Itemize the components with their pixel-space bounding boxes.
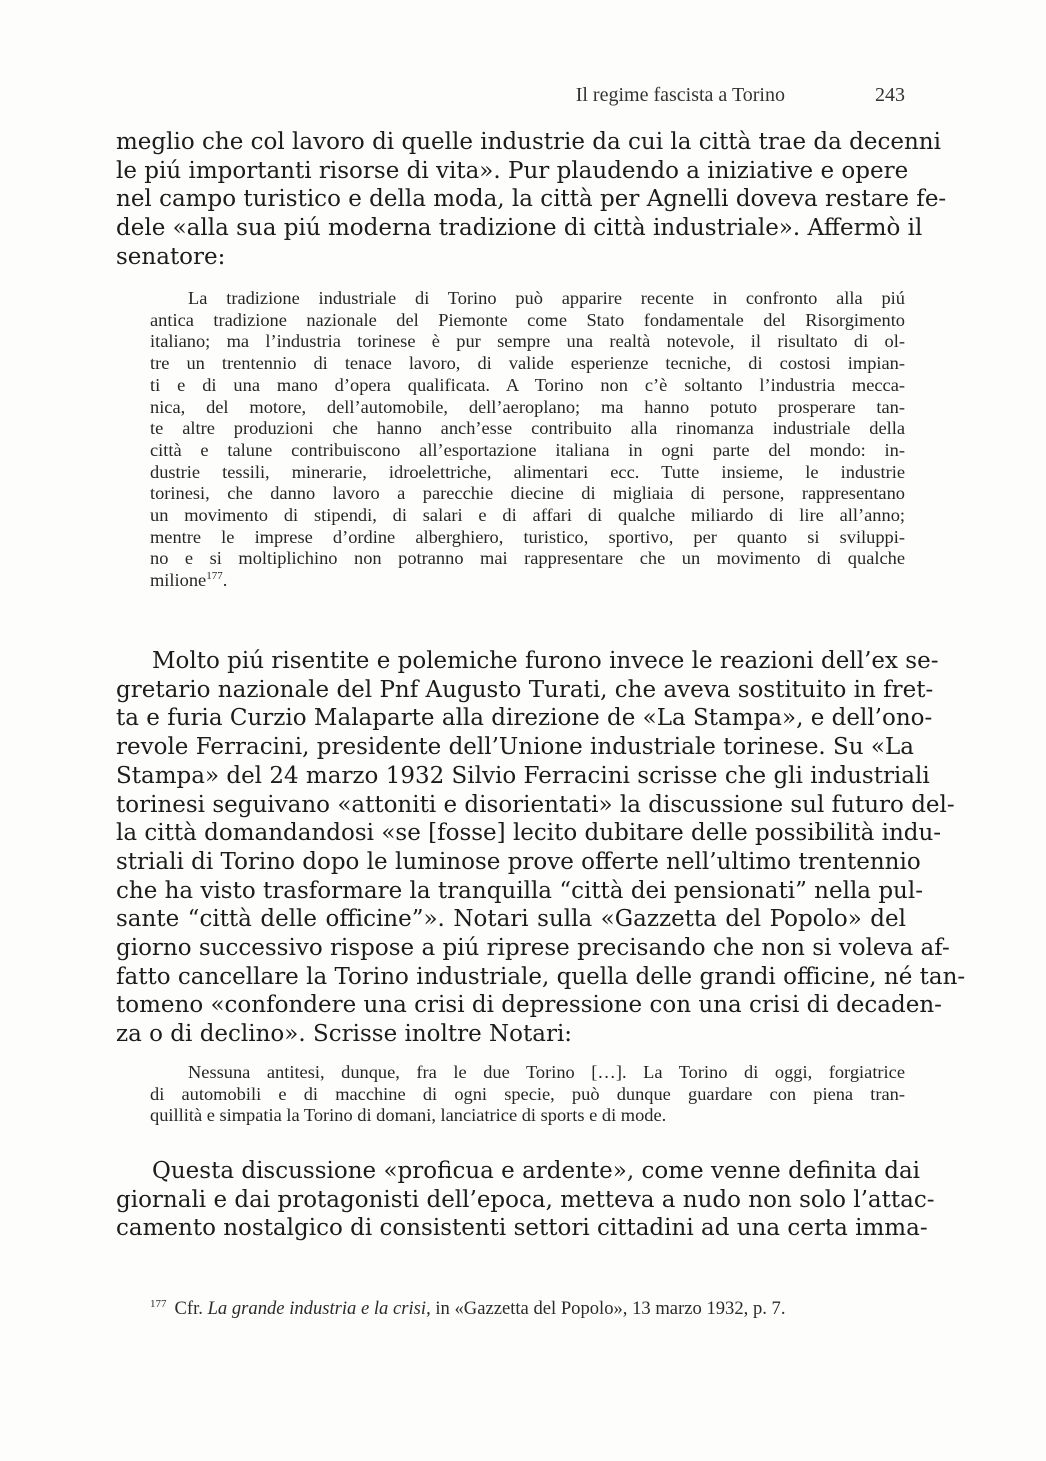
text-line: nel campo turistico e della moda, la città per Agnelli doveva restare fe- xyxy=(116,186,947,213)
text-line-content: Questa discussione «proficua e ardente», come venne definita dai xyxy=(152,1158,921,1184)
block-quote-2 xyxy=(150,1062,905,1127)
text-line: sante “città delle officine”». Notari sulla «Gazzetta del Popolo» del xyxy=(116,906,906,933)
text-line: camento nostalgico di consistenti settori cittadini ad una certa imma- xyxy=(116,1215,928,1242)
quote-line: un movimento di stipendi, di salari e di affari di qualche miliardo di lire all’anno; xyxy=(150,505,905,526)
quote-line: antica tradizione nazionale del Piemonte come Stato fondamentale del Risorgimento xyxy=(150,309,905,330)
text-line xyxy=(116,1157,921,1186)
quote-word: milione xyxy=(150,570,207,591)
quote-line: ti e di una mano d’opera qualificata. A Torino non c’è soltanto l’industria mecca- xyxy=(150,374,905,395)
text-line: revole Ferracini, presidente dell’Unione industriale torinese. Su «La xyxy=(116,734,914,761)
footnote-number: 177 xyxy=(150,1298,167,1310)
running-header xyxy=(0,84,905,107)
paragraph-1 xyxy=(116,128,947,272)
footnote-reference: 177 xyxy=(206,570,223,583)
quote-line: tre un trentennio di tenace lavoro, di valide esperienze tecniche, di costosi impian- xyxy=(150,353,905,374)
text-line: la città domandandosi «se [fosse] lecito dubitare delle possibilità indu- xyxy=(116,820,942,847)
quote-line: nica, del motore, dell’automobile, dell’aeroplano; ma hanno potuto prosperare tan- xyxy=(150,396,905,417)
text-line: striali di Torino dopo le luminose prove offerte nell’ultimo trentennio xyxy=(116,848,921,875)
paragraph-3 xyxy=(116,1157,935,1243)
footnote xyxy=(150,1298,910,1320)
text-line: torinesi seguivano «attoniti e disorientati» la discussione sul futuro del- xyxy=(116,791,955,818)
text-line: Stampa» del 24 marzo 1932 Silvio Ferracini scrisse che gli industriali xyxy=(116,762,930,789)
text-line: che ha visto trasformare la tranquilla “città dei pensionati” nella pul- xyxy=(116,877,923,904)
quote-line: città e talune contribuiscono all’esportazione italiana in ogni parte del mondo: in- xyxy=(150,439,905,460)
footnote-prefix: Cfr. xyxy=(174,1298,203,1320)
quote-line: dustrie tessili, minerarie, idroelettriche, alimentari ecc. Tutte insieme, le industrie xyxy=(150,461,905,482)
footnote-citation: , in «Gazzetta del Popolo», 13 marzo 1932, p. 7. xyxy=(426,1298,786,1320)
page-number: 243 xyxy=(875,84,905,106)
quote-line: mentre le imprese d’ordine alberghiero, turistico, sportivo, per quanto si sviluppi- xyxy=(150,526,905,547)
quote-line: te altre produzioni che hanno anch’esse contribuito alla rinomanza industriale della xyxy=(150,418,905,439)
text-line: za o di declino». Scrisse inoltre Notari: xyxy=(116,1021,573,1048)
quote-line: italiano; ma l’industria torinese è pur sempre una realtà notevole, il risultato di ol- xyxy=(150,331,905,352)
quote-line: no e si moltiplichino non potranno mai rappresentare che un movimento di qualche xyxy=(150,548,905,569)
text-line: giorno successivo rispose a piú riprese precisando che non si voleva af- xyxy=(116,935,950,962)
text-line: ta e furia Curzio Malaparte alla direzione de «La Stampa», e dell’ono- xyxy=(116,705,933,732)
text-line xyxy=(116,647,939,676)
text-line: fatto cancellare la Torino industriale, quella delle grandi officine, né tan- xyxy=(116,963,966,990)
text-line: le piú importanti risorse di vita». Pur plaudendo a iniziative e opere xyxy=(116,157,909,184)
running-title: Il regime fascista a Torino xyxy=(575,84,785,106)
block-quote-1 xyxy=(150,288,905,592)
quote-line: La tradizione industriale di Torino può apparire recente in confronto alla piú xyxy=(188,288,905,308)
quote-line: torinesi, che danno lavoro a parecchie diecine di migliaia di persone, rappresentano xyxy=(150,483,905,504)
text-line-content: Molto piú risentite e polemiche furono invece le reazioni dell’ex se- xyxy=(152,648,939,674)
paragraph-2 xyxy=(116,647,966,1049)
text-line: dele «alla sua piú moderna tradizione di città industriale». Affermò il xyxy=(116,215,923,242)
quote-line: Nessuna antitesi, dunque, fra le due Torino […]. La Torino di oggi, forgiatrice xyxy=(188,1062,905,1082)
text-line: senatore: xyxy=(116,243,226,270)
text-line: tomeno «confondere una crisi di depressione con una crisi di decaden- xyxy=(116,992,942,1019)
quote-line: quillità e simpatia la Torino di domani, lanciatrice di sports e di mode. xyxy=(150,1105,667,1126)
text-line: giornali e dai protagonisti dell’epoca, metteva a nudo non solo l’attac- xyxy=(116,1186,935,1213)
text-line: meglio che col lavoro di quelle industrie da cui la città trae da decenni xyxy=(116,129,941,155)
quote-line: di automobili e di macchine di ogni specie, può dunque guardare con piena tran- xyxy=(150,1083,905,1104)
quote-line-last xyxy=(150,570,905,592)
quote-end: . xyxy=(222,570,228,591)
text-line: gretario nazionale del Pnf Augusto Turati, che aveva sostituito in fret- xyxy=(116,676,934,703)
footnote-title: La grande industria e la crisi xyxy=(207,1298,427,1320)
